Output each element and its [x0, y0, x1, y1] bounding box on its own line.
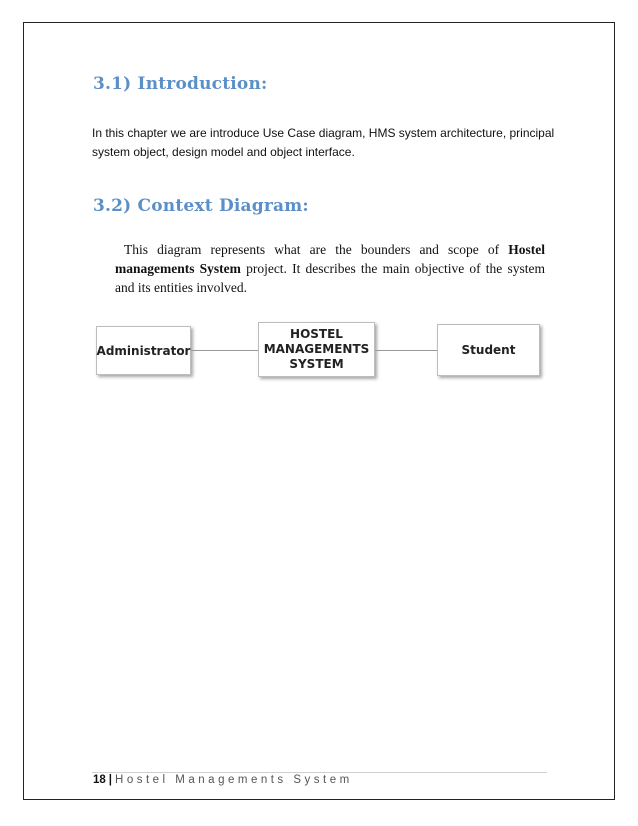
hms-system-box: [258, 322, 375, 377]
system-label-line-3: SYSTEM: [289, 357, 344, 371]
administrator-entity-box: Administrator: [96, 326, 191, 375]
paragraph-bold-system-name: Hostel managements System: [115, 242, 545, 276]
system-to-student-connector: [375, 350, 437, 351]
footer-divider: [92, 772, 547, 773]
footer-document-title: Hostel Managements System: [115, 774, 353, 786]
system-label-line-1: HOSTEL: [290, 327, 343, 341]
section-heading-context-diagram: 3.2) Context Diagram:: [93, 196, 309, 216]
context-diagram-paragraph: [115, 240, 545, 297]
admin-to-system-connector: [191, 350, 258, 351]
section-heading-introduction: 3.1) Introduction:: [93, 74, 268, 94]
page-number: 18: [93, 774, 106, 786]
system-label-line-2: MANAGEMENTS: [263, 342, 370, 356]
footer-separator: |: [108, 774, 113, 786]
introduction-paragraph: In this chapter we are introduce Use Case diagram, HMS system architecture, principal system object, design model and object interface.: [92, 126, 555, 159]
student-entity-box: Student: [437, 324, 540, 376]
paragraph-text-part-1: This diagram represents what are the bounders and scope of: [124, 242, 509, 257]
page-footer: [93, 774, 353, 786]
paragraph-text-part-2: project. It describes the main objective of the system and its entities involved.: [115, 261, 545, 295]
